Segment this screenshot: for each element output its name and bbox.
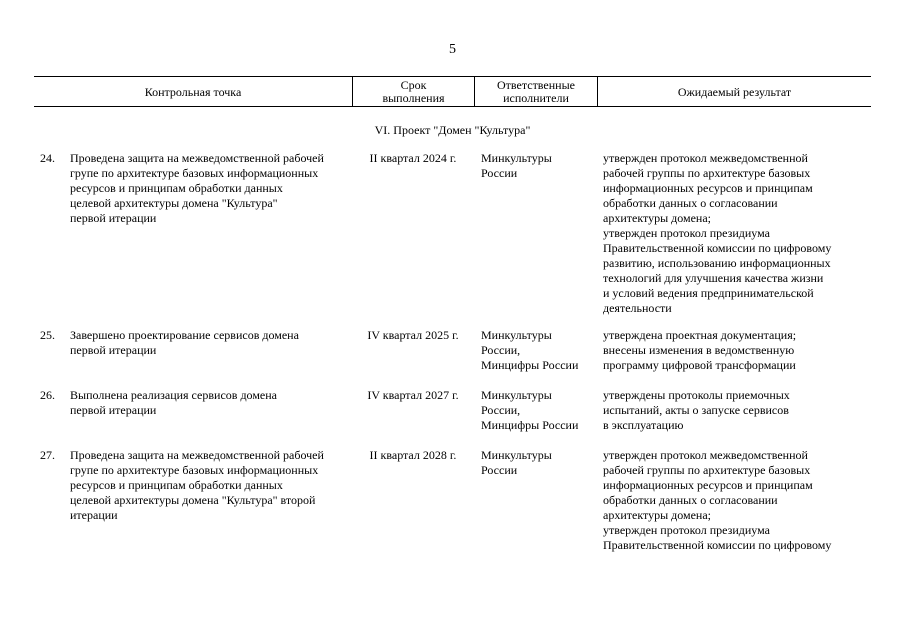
responsible-line: Минкультуры (481, 448, 552, 462)
responsible-line: Минцифры России (481, 358, 579, 372)
result-line: испытаний, акты о запуске сервисов (603, 403, 789, 417)
row-result (603, 328, 865, 373)
result-line: архитектуры домена; (603, 508, 712, 522)
header-responsible (475, 78, 597, 106)
table-top-border (34, 76, 871, 77)
result-line: утвержден протокол президиума (603, 226, 770, 240)
result-line: Правительственной комиссии по цифровому (603, 538, 832, 552)
row-number: 24. (40, 151, 55, 165)
row-responsible (481, 151, 597, 181)
row-term: IV квартал 2027 г. (367, 388, 459, 402)
row-result (603, 388, 865, 433)
responsible-line: России (481, 166, 518, 180)
checkpoint-line: Завершено проектирование сервисов домена (70, 328, 299, 342)
row-term: IV квартал 2025 г. (367, 328, 459, 342)
row-number: 27. (40, 448, 55, 462)
result-line: рабочей группы по архитектуре базовых (603, 166, 811, 180)
result-line: обработки данных о согласовании (603, 196, 778, 210)
result-line: утверждена проектная документация; (603, 328, 797, 342)
checkpoint-line: Проведена защита на межведомственной рабочей (70, 448, 324, 462)
row-responsible (481, 448, 597, 478)
responsible-line: России (481, 463, 518, 477)
result-line: утверждены протоколы приемочных (603, 388, 790, 402)
header-responsible-line: Ответственные (497, 78, 575, 92)
checkpoint-line: целевой архитектуры домена "Культура" (70, 196, 278, 210)
result-line: внесены изменения в ведомственную (603, 343, 795, 357)
table-header-bottom-border (34, 106, 871, 107)
header-term-line: выполнения (382, 91, 445, 105)
row-checkpoint (70, 448, 352, 523)
responsible-line: Минкультуры (481, 328, 552, 342)
row-result (603, 448, 865, 553)
header-result (598, 78, 871, 106)
result-line: обработки данных о согласовании (603, 493, 778, 507)
row-responsible (481, 328, 597, 373)
checkpoint-line: Проведена защита на межведомственной рабочей (70, 151, 324, 165)
result-line: Правительственной комиссии по цифровому (603, 241, 832, 255)
result-line: деятельности (603, 301, 672, 315)
responsible-line: Минкультуры (481, 388, 552, 402)
result-line: информационных ресурсов и принципам (603, 478, 813, 492)
responsible-line: Минкультуры (481, 151, 552, 165)
section-title: VI. Проект "Домен "Культура" (374, 123, 531, 137)
checkpoint-line: итерации (70, 508, 118, 522)
header-term (353, 78, 474, 106)
row-checkpoint (70, 328, 352, 358)
result-line: утвержден протокол межведомственной (603, 151, 808, 165)
result-line: и условий ведения предпринимательской (603, 286, 814, 300)
responsible-line: Минцифры России (481, 418, 579, 432)
row-result (603, 151, 865, 316)
checkpoint-line: первой итерации (70, 403, 157, 417)
checkpoint-line: целевой архитектуры домена "Культура" второй (70, 493, 316, 507)
result-line: в эксплуатацию (603, 418, 684, 432)
header-responsible-line: исполнители (503, 91, 569, 105)
row-term: II квартал 2028 г. (369, 448, 457, 462)
row-responsible (481, 388, 597, 433)
responsible-line: России, (481, 403, 521, 417)
row-number: 26. (40, 388, 55, 402)
result-line: утвержден протокол межведомственной (603, 448, 808, 462)
checkpoint-line: ресурсов и принципам обработки данных (70, 181, 283, 195)
result-line: архитектуры домена; (603, 211, 712, 225)
responsible-line: России, (481, 343, 521, 357)
result-line: развитию, использованию информационных (603, 256, 831, 270)
result-line: рабочей группы по архитектуре базовых (603, 463, 811, 477)
result-line: программу цифровой трансформации (603, 358, 796, 372)
checkpoint-line: первой итерации (70, 211, 157, 225)
checkpoint-line: групе по архитектуре базовых информационных (70, 463, 319, 477)
header-checkpoint-label: Контрольная точка (144, 84, 242, 99)
page-number: 5 (449, 42, 456, 57)
checkpoint-line: ресурсов и принципам обработки данных (70, 478, 283, 492)
result-line: утвержден протокол президиума (603, 523, 770, 537)
result-line: информационных ресурсов и принципам (603, 181, 813, 195)
header-result-label: Ожидаемый результат (677, 84, 792, 99)
row-checkpoint (70, 151, 352, 226)
header-term-line: Срок (400, 78, 427, 92)
checkpoint-line: групе по архитектуре базовых информационных (70, 166, 319, 180)
row-term: II квартал 2024 г. (369, 151, 457, 165)
result-line: технологий для улучшения качества жизни (603, 271, 824, 285)
checkpoint-line: первой итерации (70, 343, 157, 357)
row-number: 25. (40, 328, 55, 342)
checkpoint-line: Выполнена реализация сервисов домена (70, 388, 277, 402)
header-checkpoint (34, 78, 352, 106)
row-checkpoint (70, 388, 352, 418)
